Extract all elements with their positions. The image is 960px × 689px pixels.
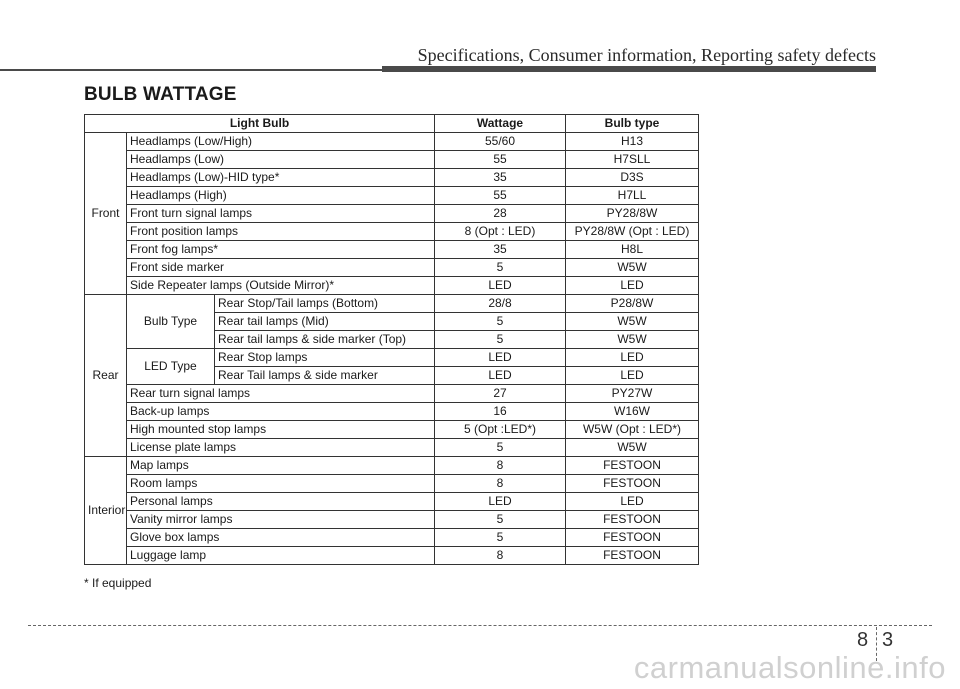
wattage-value: 5 bbox=[435, 313, 566, 331]
table-row bbox=[85, 475, 699, 493]
bulb-type-value: FESTOON bbox=[566, 511, 699, 529]
table-row bbox=[85, 241, 699, 259]
wattage-value: 55 bbox=[435, 187, 566, 205]
table-row bbox=[85, 421, 699, 439]
wattage-value: 55 bbox=[435, 151, 566, 169]
wattage-value: 5 bbox=[435, 331, 566, 349]
bulb-type-value: PY28/8W (Opt : LED) bbox=[566, 223, 699, 241]
table-header-row bbox=[85, 115, 699, 133]
bulb-type-value: W5W (Opt : LED*) bbox=[566, 421, 699, 439]
section-title: BULB WATTAGE bbox=[84, 84, 237, 105]
wattage-value: 28 bbox=[435, 205, 566, 223]
group-front: Front bbox=[85, 133, 127, 295]
table-row bbox=[85, 493, 699, 511]
wattage-value: LED bbox=[435, 349, 566, 367]
bulb-type-value: H13 bbox=[566, 133, 699, 151]
bulb-type-value: PY27W bbox=[566, 385, 699, 403]
wattage-value: LED bbox=[435, 493, 566, 511]
watermark: carmanualsonline.info bbox=[633, 650, 946, 685]
header-light-bulb: Light Bulb bbox=[85, 115, 435, 133]
bulb-name: Headlamps (Low/High) bbox=[127, 133, 435, 151]
bulb-name: Luggage lamp bbox=[127, 547, 435, 565]
bulb-name: Rear turn signal lamps bbox=[127, 385, 435, 403]
bulb-name: Side Repeater lamps (Outside Mirror)* bbox=[127, 277, 435, 295]
bulb-name: Back-up lamps bbox=[127, 403, 435, 421]
bulb-type-value: FESTOON bbox=[566, 475, 699, 493]
table-row bbox=[85, 403, 699, 421]
bulb-type-value: H7LL bbox=[566, 187, 699, 205]
bulb-name: License plate lamps bbox=[127, 439, 435, 457]
bulb-type-value: W16W bbox=[566, 403, 699, 421]
table-row bbox=[85, 259, 699, 277]
bulb-type-value: FESTOON bbox=[566, 547, 699, 565]
bulb-name: Rear Stop/Tail lamps (Bottom) bbox=[215, 295, 435, 313]
bulb-type-value: W5W bbox=[566, 259, 699, 277]
wattage-value: 55/60 bbox=[435, 133, 566, 151]
group-rear: Rear bbox=[85, 295, 127, 457]
header-rule bbox=[382, 66, 876, 72]
header-title: Specifications, Consumer information, Reporting safety defects bbox=[417, 45, 876, 65]
bulb-type-value: FESTOON bbox=[566, 529, 699, 547]
bulb-name: Rear Stop lamps bbox=[215, 349, 435, 367]
subgroup-bulb-type: Bulb Type bbox=[127, 295, 215, 349]
wattage-value: 8 bbox=[435, 547, 566, 565]
bulb-name: Glove box lamps bbox=[127, 529, 435, 547]
table-row bbox=[85, 547, 699, 565]
bulb-name: Front position lamps bbox=[127, 223, 435, 241]
table-row bbox=[85, 439, 699, 457]
table-row bbox=[85, 133, 699, 151]
wattage-value: 35 bbox=[435, 169, 566, 187]
bulb-name: Front turn signal lamps bbox=[127, 205, 435, 223]
bulb-type-value: LED bbox=[566, 493, 699, 511]
bulb-name: Rear tail lamps & side marker (Top) bbox=[215, 331, 435, 349]
header-wattage: Wattage bbox=[435, 115, 566, 133]
table-row bbox=[85, 187, 699, 205]
subgroup-led-type: LED Type bbox=[127, 349, 215, 385]
bulb-type-value: W5W bbox=[566, 313, 699, 331]
table-row bbox=[85, 169, 699, 187]
wattage-value: LED bbox=[435, 367, 566, 385]
bulb-name: Rear Tail lamps & side marker bbox=[215, 367, 435, 385]
wattage-value: 5 bbox=[435, 511, 566, 529]
table-row bbox=[85, 277, 699, 295]
wattage-value: 5 (Opt :LED*) bbox=[435, 421, 566, 439]
bulb-wattage-table bbox=[84, 114, 699, 565]
bulb-name: Headlamps (Low)-HID type* bbox=[127, 169, 435, 187]
bulb-name: Rear tail lamps (Mid) bbox=[215, 313, 435, 331]
bulb-name: High mounted stop lamps bbox=[127, 421, 435, 439]
footnote: * If equipped bbox=[84, 576, 152, 590]
bulb-type-value: H8L bbox=[566, 241, 699, 259]
bulb-name: Front side marker bbox=[127, 259, 435, 277]
bulb-type-value: P28/8W bbox=[566, 295, 699, 313]
bulb-name: Room lamps bbox=[127, 475, 435, 493]
wattage-value: 8 bbox=[435, 457, 566, 475]
wattage-value: LED bbox=[435, 277, 566, 295]
table-row bbox=[85, 529, 699, 547]
bulb-name: Personal lamps bbox=[127, 493, 435, 511]
wattage-value: 5 bbox=[435, 529, 566, 547]
bulb-type-value: LED bbox=[566, 277, 699, 295]
chapter-number: 8 bbox=[857, 629, 869, 651]
bulb-type-value: LED bbox=[566, 367, 699, 385]
wattage-value: 5 bbox=[435, 439, 566, 457]
bulb-name: Headlamps (Low) bbox=[127, 151, 435, 169]
wattage-value: 8 (Opt : LED) bbox=[435, 223, 566, 241]
bulb-name: Front fog lamps* bbox=[127, 241, 435, 259]
page-number: 3 bbox=[882, 629, 894, 651]
header-rule-left bbox=[0, 69, 382, 71]
bulb-name: Map lamps bbox=[127, 457, 435, 475]
table-row bbox=[85, 511, 699, 529]
table-row bbox=[85, 151, 699, 169]
table-row bbox=[85, 295, 699, 313]
bulb-type-value: W5W bbox=[566, 439, 699, 457]
wattage-value: 27 bbox=[435, 385, 566, 403]
footer-divider bbox=[28, 625, 932, 626]
bulb-type-value: LED bbox=[566, 349, 699, 367]
bulb-type-value: H7SLL bbox=[566, 151, 699, 169]
bulb-name: Vanity mirror lamps bbox=[127, 511, 435, 529]
wattage-value: 5 bbox=[435, 259, 566, 277]
bulb-name: Headlamps (High) bbox=[127, 187, 435, 205]
table-row bbox=[85, 457, 699, 475]
group-interior: Interior bbox=[85, 457, 127, 565]
bulb-type-value: W5W bbox=[566, 331, 699, 349]
table-row bbox=[85, 223, 699, 241]
table-row bbox=[85, 385, 699, 403]
bulb-type-value: D3S bbox=[566, 169, 699, 187]
wattage-value: 28/8 bbox=[435, 295, 566, 313]
table-row bbox=[85, 205, 699, 223]
table-row bbox=[85, 349, 699, 367]
wattage-value: 8 bbox=[435, 475, 566, 493]
wattage-value: 16 bbox=[435, 403, 566, 421]
bulb-type-value: PY28/8W bbox=[566, 205, 699, 223]
bulb-type-value: FESTOON bbox=[566, 457, 699, 475]
wattage-value: 35 bbox=[435, 241, 566, 259]
header-bulb-type: Bulb type bbox=[566, 115, 699, 133]
